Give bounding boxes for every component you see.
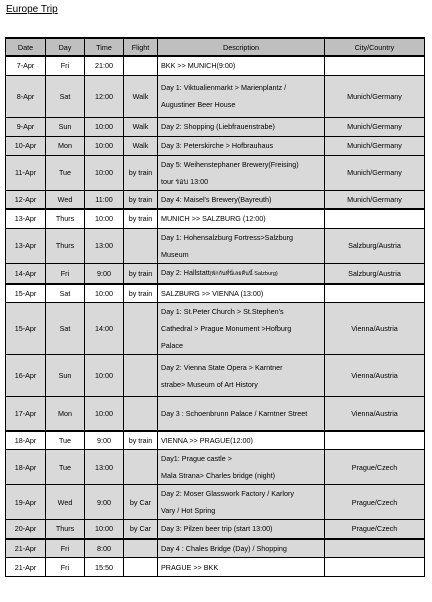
description-line: SALZBURG >> VIENNA (13:00) <box>161 288 264 298</box>
cell-flight <box>124 56 158 75</box>
description-line: Day 5: Weihenstephaner Brewery(Freising) <box>161 159 299 169</box>
cell-description <box>158 136 325 155</box>
cell-city-country: Munich/Germany <box>325 155 425 190</box>
cell-time: 10:00 <box>85 155 124 190</box>
cell-date: 21-Apr <box>6 539 46 558</box>
cell-city-country: Vienna/Austria <box>325 355 425 397</box>
cell-time: 10:00 <box>85 136 124 155</box>
table-row <box>6 355 425 397</box>
cell-flight: Walk <box>124 136 158 155</box>
cell-day: Sun <box>46 355 85 397</box>
cell-day: Wed <box>46 485 85 520</box>
cell-date: 20-Apr <box>6 520 46 539</box>
description-line: Day 4: Maisel's Brewery(Bayreuth) <box>161 194 272 204</box>
cell-flight: by train <box>124 284 158 303</box>
cell-city-country: Salzburg/Austria <box>325 263 425 284</box>
table-row <box>6 209 425 228</box>
cell-date: 9-Apr <box>6 117 46 136</box>
cell-time: 14:00 <box>85 303 124 355</box>
table-row <box>6 485 425 520</box>
cell-description <box>158 75 325 117</box>
cell-time: 10:00 <box>85 284 124 303</box>
table-row <box>6 431 425 450</box>
cell-flight <box>124 228 158 263</box>
cell-flight <box>124 539 158 558</box>
cell-city-country: Munich/Germany <box>325 75 425 117</box>
cell-day: Mon <box>46 397 85 431</box>
cell-date: 15-Apr <box>6 284 46 303</box>
cell-description <box>158 263 325 284</box>
table-row <box>6 263 425 284</box>
cell-flight: Walk <box>124 75 158 117</box>
table-row <box>6 558 425 577</box>
description-line: Augustiner Beer House <box>161 100 236 109</box>
description-line: Day1: Prague castle > <box>161 454 232 463</box>
cell-day: Fri <box>46 263 85 284</box>
cell-time: 10:00 <box>85 355 124 397</box>
cell-date: 19-Apr <box>6 485 46 520</box>
cell-description <box>158 397 325 431</box>
cell-date: 10-Apr <box>6 136 46 155</box>
cell-city-country: Prague/Czech <box>325 520 425 539</box>
description-line: Day 3: Pilzen beer trip (start 13:00) <box>161 524 273 534</box>
cell-city-country <box>325 558 425 577</box>
cell-day: Sun <box>46 117 85 136</box>
cell-time: 10:00 <box>85 117 124 136</box>
cell-time: 10:00 <box>85 520 124 539</box>
header-time: Time <box>85 38 124 56</box>
description-line: Day 3: Peterskirche > Hofbrauhaus <box>161 141 274 150</box>
table-row <box>6 520 425 539</box>
cell-date: 11-Apr <box>6 155 46 190</box>
table-body <box>6 56 425 577</box>
cell-city-country: Prague/Czech <box>325 485 425 520</box>
description-note: (พักกันที่นี่เลยคืนนี้ Salzburg) <box>209 270 278 277</box>
table-row <box>6 397 425 431</box>
cell-day: Wed <box>46 190 85 209</box>
cell-date: 15-Apr <box>6 303 46 355</box>
description-line: MUNICH >> SALZBURG (12:00) <box>161 214 266 224</box>
table-row <box>6 136 425 155</box>
cell-date: 12-Apr <box>6 190 46 209</box>
cell-time: 10:00 <box>85 397 124 431</box>
cell-city-country: Prague/Czech <box>325 450 425 485</box>
cell-day: Fri <box>46 558 85 577</box>
description-line: Day 1: St.Peter Church > St.Stephen's <box>161 307 284 316</box>
cell-time: 13:00 <box>85 228 124 263</box>
table-row <box>6 228 425 263</box>
description-line: PRAGUE >> BKK <box>161 562 219 572</box>
cell-flight: by train <box>124 190 158 209</box>
table-header-row <box>6 38 425 56</box>
cell-time: 11:00 <box>85 190 124 209</box>
cell-day: Sat <box>46 303 85 355</box>
cell-time: 9:00 <box>85 485 124 520</box>
cell-day: Fri <box>46 539 85 558</box>
table-row <box>6 284 425 303</box>
cell-flight <box>124 355 158 397</box>
description-line: Vary / Hot Spring <box>161 506 216 515</box>
cell-flight: by train <box>124 209 158 228</box>
table-row <box>6 190 425 209</box>
cell-date: 18-Apr <box>6 431 46 450</box>
description-line: Day 2: Shopping (Liebfrauenstrabe) <box>161 122 275 131</box>
cell-date: 8-Apr <box>6 75 46 117</box>
cell-time: 10:00 <box>85 209 124 228</box>
cell-day: Tue <box>46 431 85 450</box>
cell-description <box>158 56 325 75</box>
cell-time: 12:00 <box>85 75 124 117</box>
cell-time: 13:00 <box>85 450 124 485</box>
cell-day: Sat <box>46 284 85 303</box>
cell-description <box>158 228 325 263</box>
cell-time: 8:00 <box>85 539 124 558</box>
cell-flight <box>124 450 158 485</box>
cell-description <box>158 558 325 577</box>
header-description: Description <box>158 38 325 56</box>
table-row <box>6 56 425 75</box>
cell-time: 9:00 <box>85 263 124 284</box>
description-line: VIENNA >> PRAGUE(12:00) <box>161 435 253 445</box>
cell-city-country <box>325 56 425 75</box>
cell-description <box>158 450 325 485</box>
description-line: tour รอบ 13:00 <box>161 176 209 186</box>
description-line: Day 3 : Schoenbrunn Palace / Karntner Street <box>161 408 308 418</box>
description-line: Mala Strana> Charles bridge (night) <box>161 471 276 480</box>
cell-description <box>158 355 325 397</box>
cell-flight: by train <box>124 155 158 190</box>
cell-description <box>158 539 325 558</box>
table-row <box>6 155 425 190</box>
cell-flight: by Car <box>124 520 158 539</box>
description-line: BKK >> MUNICH(9:00) <box>161 61 236 71</box>
header-flight: Flight <box>124 38 158 56</box>
header-day: Day <box>46 38 85 56</box>
cell-date: 18-Apr <box>6 450 46 485</box>
table-row <box>6 450 425 485</box>
cell-date: 21-Apr <box>6 558 46 577</box>
cell-date: 13-Apr <box>6 209 46 228</box>
table-row <box>6 75 425 117</box>
cell-time: 15:50 <box>85 558 124 577</box>
cell-date: 16-Apr <box>6 355 46 397</box>
table-row <box>6 303 425 355</box>
cell-description <box>158 155 325 190</box>
cell-city-country: Munich/Germany <box>325 136 425 155</box>
cell-flight <box>124 303 158 355</box>
description-line: Day 1: Hohensalzburg Fortress>Salzburg <box>161 232 294 242</box>
cell-description <box>158 190 325 209</box>
description-line: Museum <box>161 249 189 259</box>
cell-date: 17-Apr <box>6 397 46 431</box>
header-date: Date <box>6 38 46 56</box>
cell-description <box>158 117 325 136</box>
cell-day: Thurs <box>46 209 85 228</box>
cell-city-country: Vienna/Austria <box>325 303 425 355</box>
description-line: Day 2: Vienna State Opera > Karntner <box>161 362 283 372</box>
cell-flight <box>124 558 158 577</box>
cell-date: 14-Apr <box>6 263 46 284</box>
description-line: strabe> Museum of Art History <box>161 379 258 389</box>
cell-city-country: Munich/Germany <box>325 190 425 209</box>
cell-description <box>158 284 325 303</box>
header-city-country: City/Country <box>325 38 425 56</box>
cell-flight: by Car <box>124 485 158 520</box>
description-line: Day 2: Hallstatt <box>161 267 210 277</box>
cell-day: Fri <box>46 56 85 75</box>
cell-day: Sat <box>46 75 85 117</box>
cell-flight: Walk <box>124 117 158 136</box>
cell-description <box>158 303 325 355</box>
cell-description <box>158 209 325 228</box>
cell-date: 7-Apr <box>6 56 46 75</box>
description-line: Day 4 : Chales Bridge (Day) / Shopping <box>161 543 287 553</box>
cell-city-country: Munich/Germany <box>325 117 425 136</box>
cell-city-country <box>325 431 425 450</box>
cell-time: 21:00 <box>85 56 124 75</box>
description-line: Palace <box>161 341 183 350</box>
cell-day: Tue <box>46 450 85 485</box>
table-row <box>6 539 425 558</box>
cell-description <box>158 485 325 520</box>
cell-flight: by train <box>124 431 158 450</box>
description-line: Cathedral > Prague Monument >Hofburg <box>161 324 292 333</box>
cell-day: Thurs <box>46 228 85 263</box>
cell-city-country: Vienna/Austria <box>325 397 425 431</box>
cell-description <box>158 431 325 450</box>
cell-city-country <box>325 284 425 303</box>
description-line: Day 2: Moser Glasswork Factory / Karlory <box>161 489 295 498</box>
cell-city-country <box>325 539 425 558</box>
cell-city-country <box>325 209 425 228</box>
page-title: Europe Trip <box>6 4 58 15</box>
cell-day: Tue <box>46 155 85 190</box>
description-line: Day 1: Viktualienmarkt > Marienplantz / <box>161 83 287 92</box>
cell-city-country: Salzburg/Austria <box>325 228 425 263</box>
cell-date: 13-Apr <box>6 228 46 263</box>
itinerary-table <box>5 37 425 577</box>
cell-flight: by train <box>124 263 158 284</box>
cell-day: Mon <box>46 136 85 155</box>
cell-time: 9:00 <box>85 431 124 450</box>
cell-description <box>158 520 325 539</box>
cell-flight <box>124 397 158 431</box>
table-row <box>6 117 425 136</box>
cell-day: Thurs <box>46 520 85 539</box>
